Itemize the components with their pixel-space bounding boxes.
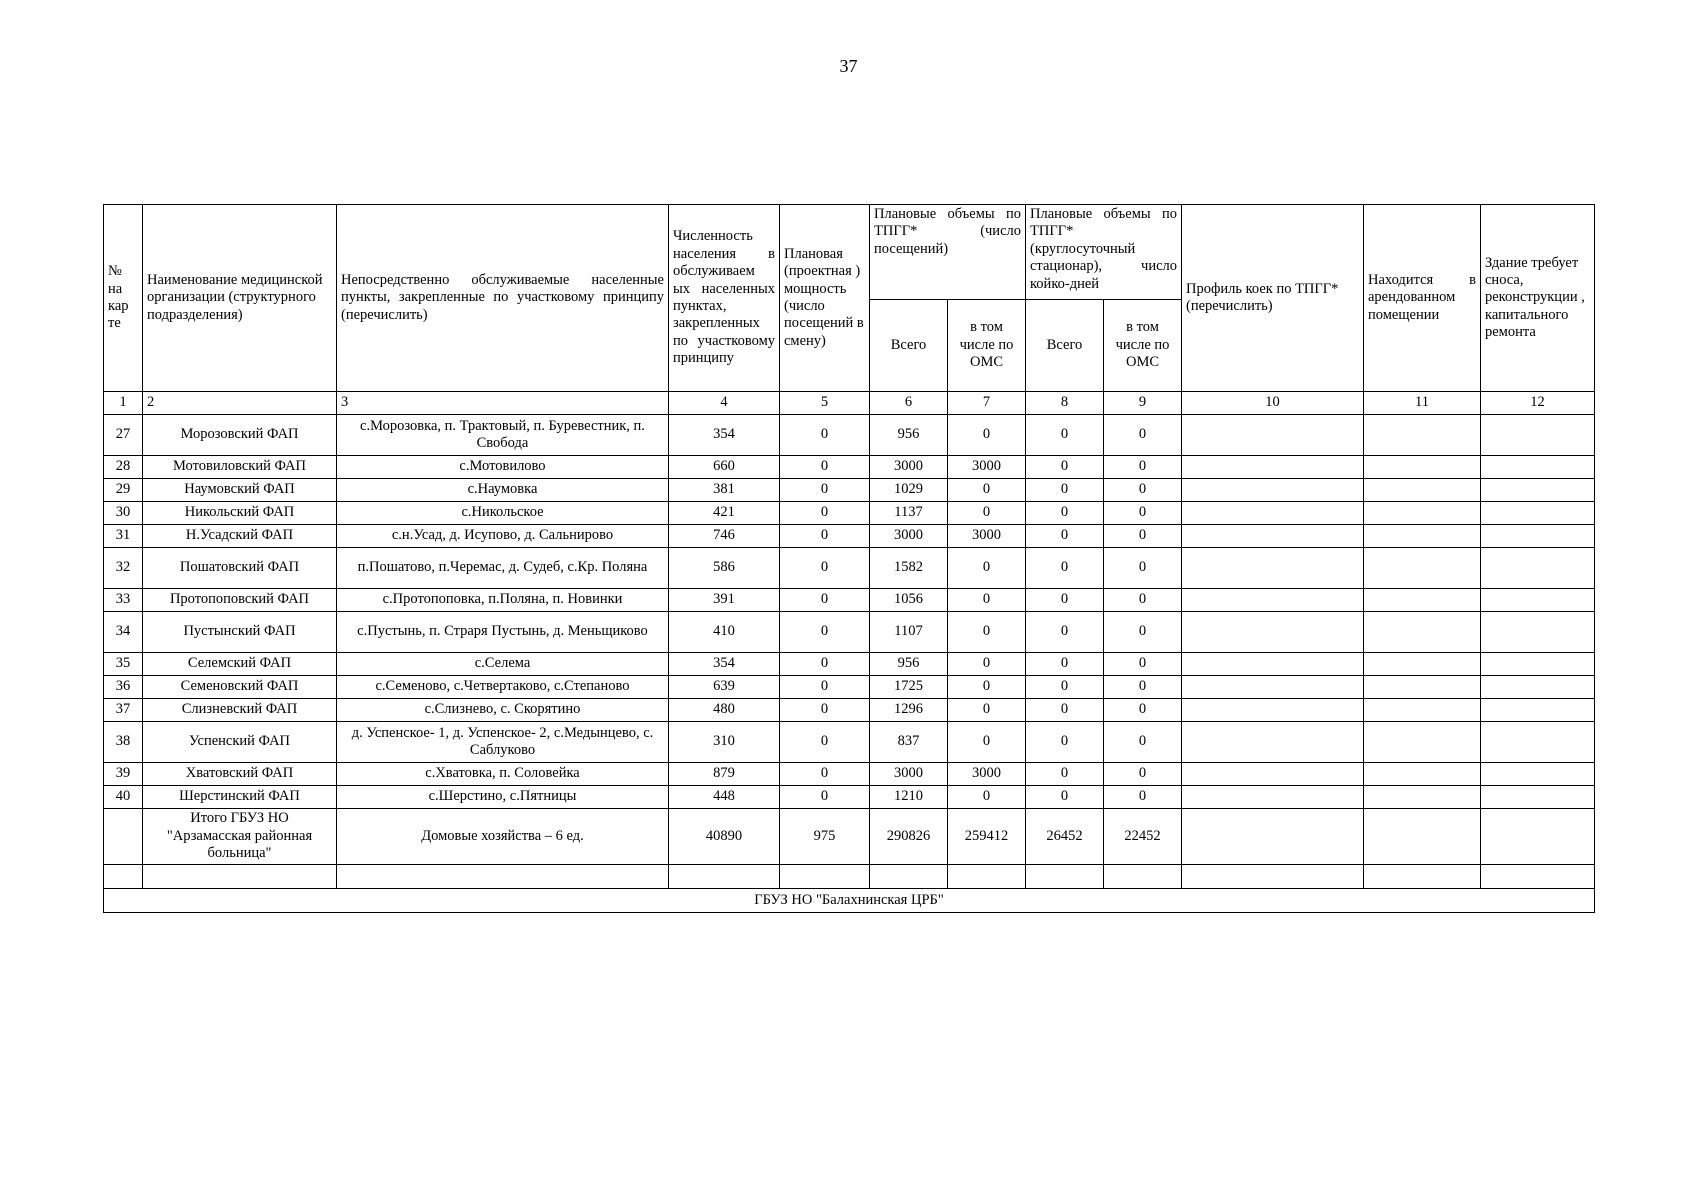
planned-capacity: 0 bbox=[780, 456, 870, 479]
visits-total: 956 bbox=[870, 415, 948, 456]
beds-oms: 0 bbox=[1104, 786, 1182, 809]
organization-name: Н.Усадский ФАП bbox=[143, 525, 337, 548]
header-planned-bed-days: Плановые объемы по ТПГГ* (круглосуточный стационар), число койко-дней bbox=[1026, 205, 1182, 300]
beds-oms: 0 bbox=[1104, 676, 1182, 699]
visits-total: 3000 bbox=[870, 763, 948, 786]
building-repair bbox=[1481, 722, 1595, 763]
column-numbers-row bbox=[104, 392, 1595, 415]
total-population: 40890 bbox=[669, 809, 780, 865]
beds-oms: 0 bbox=[1104, 699, 1182, 722]
population: 354 bbox=[669, 653, 780, 676]
table-row bbox=[104, 763, 1595, 786]
column-number: 1 bbox=[104, 392, 143, 415]
row-number: 29 bbox=[104, 479, 143, 502]
rented-premises bbox=[1364, 699, 1481, 722]
beds-total: 0 bbox=[1026, 612, 1104, 653]
population: 354 bbox=[669, 415, 780, 456]
building-repair bbox=[1481, 589, 1595, 612]
visits-oms: 0 bbox=[948, 479, 1026, 502]
population: 421 bbox=[669, 502, 780, 525]
organization-section-row bbox=[104, 889, 1595, 913]
rented-premises bbox=[1364, 676, 1481, 699]
table-row bbox=[104, 548, 1595, 589]
served-settlements: с.Селема bbox=[337, 653, 669, 676]
visits-oms: 0 bbox=[948, 699, 1026, 722]
beds-oms: 0 bbox=[1104, 415, 1182, 456]
header-beds-total: Всего bbox=[1026, 300, 1104, 392]
planned-capacity: 0 bbox=[780, 653, 870, 676]
planned-capacity: 0 bbox=[780, 786, 870, 809]
visits-oms: 3000 bbox=[948, 456, 1026, 479]
header-bed-profile: Профиль коек по ТПГГ* (перечислить) bbox=[1182, 205, 1364, 392]
beds-total: 0 bbox=[1026, 415, 1104, 456]
population: 480 bbox=[669, 699, 780, 722]
organization-name: Мотовиловский ФАП bbox=[143, 456, 337, 479]
building-repair bbox=[1481, 763, 1595, 786]
beds-total: 0 bbox=[1026, 676, 1104, 699]
planned-capacity: 0 bbox=[780, 722, 870, 763]
visits-total: 1137 bbox=[870, 502, 948, 525]
building-repair bbox=[1481, 676, 1595, 699]
population: 448 bbox=[669, 786, 780, 809]
visits-total: 1056 bbox=[870, 589, 948, 612]
beds-total: 0 bbox=[1026, 763, 1104, 786]
header-served-settlements: Непосредственно обслуживаемые населенные пункты, закрепленные по участковому принципу (перечислить) bbox=[337, 205, 669, 392]
building-repair bbox=[1481, 548, 1595, 589]
visits-total: 837 bbox=[870, 722, 948, 763]
visits-oms: 0 bbox=[948, 653, 1026, 676]
planned-capacity: 0 bbox=[780, 479, 870, 502]
total-rented-premises bbox=[1364, 809, 1481, 865]
beds-total: 0 bbox=[1026, 502, 1104, 525]
building-repair bbox=[1481, 612, 1595, 653]
building-repair bbox=[1481, 699, 1595, 722]
beds-total: 0 bbox=[1026, 525, 1104, 548]
total-row bbox=[104, 809, 1595, 865]
rented-premises bbox=[1364, 612, 1481, 653]
page-number: 37 bbox=[839, 56, 858, 76]
row-number: 32 bbox=[104, 548, 143, 589]
total-visits-oms: 259412 bbox=[948, 809, 1026, 865]
building-repair bbox=[1481, 456, 1595, 479]
rented-premises bbox=[1364, 502, 1481, 525]
beds-oms: 0 bbox=[1104, 612, 1182, 653]
row-number: 31 bbox=[104, 525, 143, 548]
header-planned-capacity: Плановая (проектная ) мощность (число посещений в смену) bbox=[780, 205, 870, 392]
row-number: 34 bbox=[104, 612, 143, 653]
building-repair bbox=[1481, 786, 1595, 809]
organization-name: Наумовский ФАП bbox=[143, 479, 337, 502]
total-beds-total: 26452 bbox=[1026, 809, 1104, 865]
visits-oms: 0 bbox=[948, 548, 1026, 589]
organization-name: Никольский ФАП bbox=[143, 502, 337, 525]
row-number: 37 bbox=[104, 699, 143, 722]
visits-total: 1029 bbox=[870, 479, 948, 502]
beds-total: 0 bbox=[1026, 786, 1104, 809]
total-building-repair bbox=[1481, 809, 1595, 865]
total-visits-total: 290826 bbox=[870, 809, 948, 865]
beds-total: 0 bbox=[1026, 548, 1104, 589]
row-number: 38 bbox=[104, 722, 143, 763]
bed-profile bbox=[1182, 456, 1364, 479]
beds-total: 0 bbox=[1026, 456, 1104, 479]
served-settlements: с.Пустынь, п. Страря Пустынь, д. Меньщиково bbox=[337, 612, 669, 653]
beds-total: 0 bbox=[1026, 653, 1104, 676]
facilities-table bbox=[103, 204, 1595, 913]
table-row bbox=[104, 786, 1595, 809]
bed-profile bbox=[1182, 479, 1364, 502]
planned-capacity: 0 bbox=[780, 548, 870, 589]
bed-profile bbox=[1182, 676, 1364, 699]
bed-profile bbox=[1182, 589, 1364, 612]
header-visits-oms: в том числе по ОМС bbox=[948, 300, 1026, 392]
population: 639 bbox=[669, 676, 780, 699]
served-settlements: с.Семеново, с.Четвертаково, с.Степаново bbox=[337, 676, 669, 699]
total-row-number bbox=[104, 809, 143, 865]
column-number: 7 bbox=[948, 392, 1026, 415]
table-row bbox=[104, 589, 1595, 612]
served-settlements: с.Шерстино, с.Пятницы bbox=[337, 786, 669, 809]
served-settlements: с.Слизнево, с. Скорятино bbox=[337, 699, 669, 722]
total-beds-oms: 22452 bbox=[1104, 809, 1182, 865]
served-settlements: с.Морозовка, п. Трактовый, п. Буревестник, п. Свобода bbox=[337, 415, 669, 456]
served-settlements: с.Никольское bbox=[337, 502, 669, 525]
row-number: 28 bbox=[104, 456, 143, 479]
population: 746 bbox=[669, 525, 780, 548]
empty-row bbox=[104, 865, 1595, 889]
column-number: 5 bbox=[780, 392, 870, 415]
header-population: Численность населения в обслуживаем ых населенных пунктах, закрепленных по участковому принципу bbox=[669, 205, 780, 392]
table-row bbox=[104, 502, 1595, 525]
population: 879 bbox=[669, 763, 780, 786]
beds-oms: 0 bbox=[1104, 456, 1182, 479]
beds-total: 0 bbox=[1026, 589, 1104, 612]
header-building-repair: Здание требует сноса, реконструкции , капитального ремонта bbox=[1481, 205, 1595, 392]
organization-name: Хватовский ФАП bbox=[143, 763, 337, 786]
population: 660 bbox=[669, 456, 780, 479]
beds-oms: 0 bbox=[1104, 479, 1182, 502]
column-number: 8 bbox=[1026, 392, 1104, 415]
visits-oms: 0 bbox=[948, 502, 1026, 525]
planned-capacity: 0 bbox=[780, 763, 870, 786]
total-planned-capacity: 975 bbox=[780, 809, 870, 865]
rented-premises bbox=[1364, 479, 1481, 502]
visits-total: 1296 bbox=[870, 699, 948, 722]
header-rented-premises: Находится в арендованном помещении bbox=[1364, 205, 1481, 392]
rented-premises bbox=[1364, 456, 1481, 479]
visits-oms: 3000 bbox=[948, 763, 1026, 786]
served-settlements: с.н.Усад, д. Исупово, д. Сальнирово bbox=[337, 525, 669, 548]
organization-name: Успенский ФАП bbox=[143, 722, 337, 763]
beds-total: 0 bbox=[1026, 479, 1104, 502]
organization-name: Шерстинский ФАП bbox=[143, 786, 337, 809]
table-row bbox=[104, 676, 1595, 699]
header-planned-visits: Плановые объемы по ТПГГ* (число посещений) bbox=[870, 205, 1026, 300]
served-settlements: с.Наумовка bbox=[337, 479, 669, 502]
header-beds-oms: в том числе по ОМС bbox=[1104, 300, 1182, 392]
row-number: 27 bbox=[104, 415, 143, 456]
planned-capacity: 0 bbox=[780, 525, 870, 548]
header-map-number: № на кар те bbox=[104, 205, 143, 392]
building-repair bbox=[1481, 415, 1595, 456]
table-row bbox=[104, 653, 1595, 676]
total-served-settlements: Домовые хозяйства – 6 ед. bbox=[337, 809, 669, 865]
population: 310 bbox=[669, 722, 780, 763]
planned-capacity: 0 bbox=[780, 699, 870, 722]
column-number: 9 bbox=[1104, 392, 1182, 415]
visits-oms: 0 bbox=[948, 589, 1026, 612]
served-settlements: с.Протопоповка, п.Поляна, п. Новинки bbox=[337, 589, 669, 612]
visits-oms: 0 bbox=[948, 415, 1026, 456]
organization-name: Протопоповский ФАП bbox=[143, 589, 337, 612]
bed-profile bbox=[1182, 548, 1364, 589]
served-settlements: с.Мотовилово bbox=[337, 456, 669, 479]
beds-total: 0 bbox=[1026, 699, 1104, 722]
column-number: 12 bbox=[1481, 392, 1595, 415]
column-number: 11 bbox=[1364, 392, 1481, 415]
table-row bbox=[104, 415, 1595, 456]
visits-total: 3000 bbox=[870, 525, 948, 548]
visits-total: 3000 bbox=[870, 456, 948, 479]
planned-capacity: 0 bbox=[780, 676, 870, 699]
rented-premises bbox=[1364, 589, 1481, 612]
column-number: 4 bbox=[669, 392, 780, 415]
bed-profile bbox=[1182, 415, 1364, 456]
population: 381 bbox=[669, 479, 780, 502]
column-number: 10 bbox=[1182, 392, 1364, 415]
column-number: 6 bbox=[870, 392, 948, 415]
planned-capacity: 0 bbox=[780, 612, 870, 653]
visits-oms: 3000 bbox=[948, 525, 1026, 548]
bed-profile bbox=[1182, 525, 1364, 548]
population: 586 bbox=[669, 548, 780, 589]
served-settlements: п.Пошатово, п.Черемас, д. Судеб, с.Кр. Поляна bbox=[337, 548, 669, 589]
beds-oms: 0 bbox=[1104, 502, 1182, 525]
visits-oms: 0 bbox=[948, 676, 1026, 699]
bed-profile bbox=[1182, 502, 1364, 525]
header-organization-name: Наименование медицинской организации (структурного подразделения) bbox=[143, 205, 337, 392]
organization-name: Семеновский ФАП bbox=[143, 676, 337, 699]
beds-oms: 0 bbox=[1104, 548, 1182, 589]
rented-premises bbox=[1364, 763, 1481, 786]
bed-profile bbox=[1182, 763, 1364, 786]
bed-profile bbox=[1182, 699, 1364, 722]
building-repair bbox=[1481, 479, 1595, 502]
total-bed-profile bbox=[1182, 809, 1364, 865]
header-visits-total: Всего bbox=[870, 300, 948, 392]
building-repair bbox=[1481, 502, 1595, 525]
served-settlements: д. Успенское- 1, д. Успенское- 2, с.Медынцево, с. Саблуково bbox=[337, 722, 669, 763]
row-number: 30 bbox=[104, 502, 143, 525]
rented-premises bbox=[1364, 786, 1481, 809]
beds-total: 0 bbox=[1026, 722, 1104, 763]
bed-profile bbox=[1182, 786, 1364, 809]
total-organization-name: Итого ГБУЗ НО "Арзамасская районная больница" bbox=[143, 809, 337, 865]
population: 391 bbox=[669, 589, 780, 612]
visits-total: 1107 bbox=[870, 612, 948, 653]
row-number: 33 bbox=[104, 589, 143, 612]
rented-premises bbox=[1364, 653, 1481, 676]
column-number: 3 bbox=[337, 392, 669, 415]
table-row bbox=[104, 612, 1595, 653]
building-repair bbox=[1481, 653, 1595, 676]
planned-capacity: 0 bbox=[780, 589, 870, 612]
bed-profile bbox=[1182, 612, 1364, 653]
visits-total: 1582 bbox=[870, 548, 948, 589]
population: 410 bbox=[669, 612, 780, 653]
beds-oms: 0 bbox=[1104, 589, 1182, 612]
row-number: 39 bbox=[104, 763, 143, 786]
row-number: 40 bbox=[104, 786, 143, 809]
rented-premises bbox=[1364, 548, 1481, 589]
row-number: 36 bbox=[104, 676, 143, 699]
organization-name: Селемский ФАП bbox=[143, 653, 337, 676]
rented-premises bbox=[1364, 525, 1481, 548]
table-row bbox=[104, 699, 1595, 722]
visits-total: 1725 bbox=[870, 676, 948, 699]
building-repair bbox=[1481, 525, 1595, 548]
visits-oms: 0 bbox=[948, 612, 1026, 653]
table-row bbox=[104, 722, 1595, 763]
organization-name: Слизневский ФАП bbox=[143, 699, 337, 722]
organization-name: Морозовский ФАП bbox=[143, 415, 337, 456]
bed-profile bbox=[1182, 653, 1364, 676]
beds-oms: 0 bbox=[1104, 722, 1182, 763]
served-settlements: с.Хватовка, п. Соловейка bbox=[337, 763, 669, 786]
organization-name: Пустынский ФАП bbox=[143, 612, 337, 653]
organization-section-title: ГБУЗ НО "Балахнинская ЦРБ" bbox=[104, 889, 1595, 913]
column-number: 2 bbox=[143, 392, 337, 415]
bed-profile bbox=[1182, 722, 1364, 763]
visits-oms: 0 bbox=[948, 722, 1026, 763]
beds-oms: 0 bbox=[1104, 763, 1182, 786]
rented-premises bbox=[1364, 415, 1481, 456]
table-row bbox=[104, 525, 1595, 548]
table-row bbox=[104, 456, 1595, 479]
organization-name: Пошатовский ФАП bbox=[143, 548, 337, 589]
visits-total: 956 bbox=[870, 653, 948, 676]
planned-capacity: 0 bbox=[780, 502, 870, 525]
rented-premises bbox=[1364, 722, 1481, 763]
planned-capacity: 0 bbox=[780, 415, 870, 456]
table-row bbox=[104, 479, 1595, 502]
beds-oms: 0 bbox=[1104, 525, 1182, 548]
visits-total: 1210 bbox=[870, 786, 948, 809]
visits-oms: 0 bbox=[948, 786, 1026, 809]
row-number: 35 bbox=[104, 653, 143, 676]
beds-oms: 0 bbox=[1104, 653, 1182, 676]
